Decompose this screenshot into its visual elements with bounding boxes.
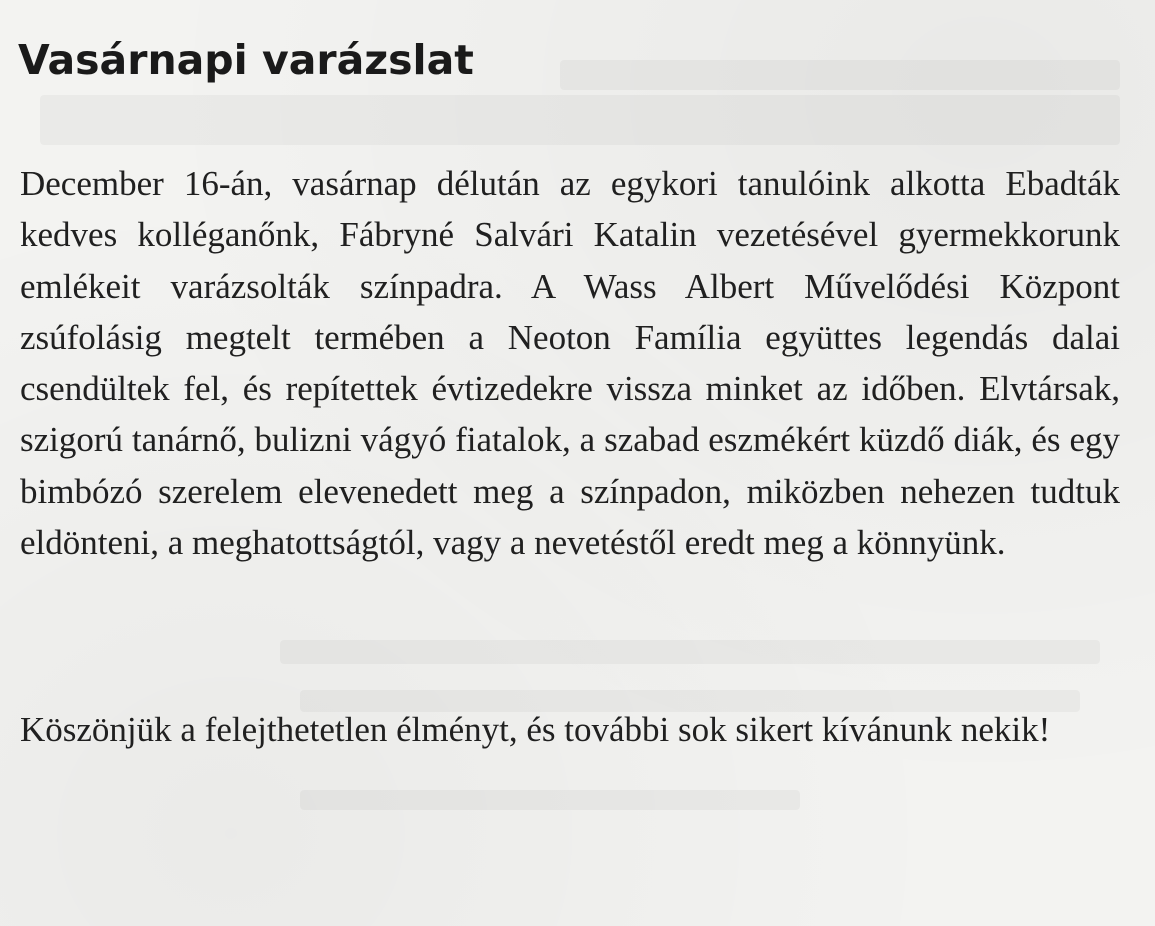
- article-paragraph-2: Köszönjük a felejthetetlen élményt, és további sok sikert kívánunk nekik!: [20, 710, 1051, 749]
- bleed-through-shadow: [280, 640, 1100, 664]
- bleed-through-shadow: [300, 790, 800, 810]
- article-title: Vasárnapi varázslat: [18, 36, 474, 84]
- bleed-through-shadow: [40, 95, 1120, 145]
- bleed-through-shadow: [560, 60, 1120, 90]
- article-paragraph-1: December 16-án, vasárnap délután az egykori tanulóink alkotta Ebadták kedves kolléganőnk, Fábryné Salvári Katalin vezetésével gyermekkorunk emlékeit varázsolták színpadra. A Wass Albert Művelődési Központ zsúfolásig megtelt termében a Neoton Família együttes legendás dalai csendültek fel, és repítettek évtizedekre vissza minket az időben. Elvtársak, szigorú tanárnő, bulizni vágyó fiatalok, a szabad eszmékért küzdő diák, és egy bimbózó szerelem elevenedett meg a színpadon, miközben nehezen tudtuk eldönteni, a meghatottságtól, vagy a nevetéstől eredt meg a könnyünk.: [20, 164, 1120, 563]
